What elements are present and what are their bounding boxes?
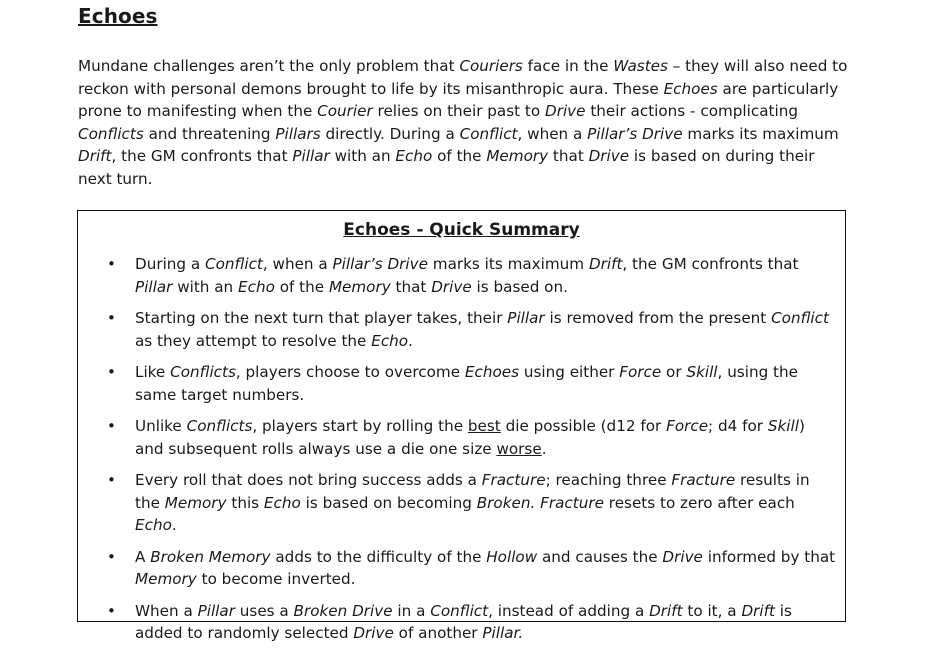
bullet-icon: • xyxy=(107,471,116,489)
text-run: this xyxy=(226,493,264,512)
text-run: or xyxy=(661,363,687,381)
text-run: results in the xyxy=(135,471,810,512)
italic-term: Drive xyxy=(545,102,586,120)
bullet-icon: • xyxy=(107,309,116,327)
bullet-icon: • xyxy=(107,363,116,381)
italic-term: Drift xyxy=(649,601,683,620)
text-run: , players start by rolling the xyxy=(252,417,468,435)
text-run: , using the same target numbers. xyxy=(135,363,798,404)
italic-term: Echo xyxy=(395,147,433,165)
italic-term: Drift xyxy=(78,147,112,165)
text-run: Unlike xyxy=(135,417,187,435)
text-run: , when a xyxy=(262,255,333,273)
italic-term: Force xyxy=(666,417,709,435)
text-run: . xyxy=(541,439,547,458)
text-run: die possible (d12 for xyxy=(500,417,667,435)
italic-term: Conflict xyxy=(771,309,829,327)
italic-term: Memory xyxy=(135,570,197,588)
text-run: in a xyxy=(392,601,431,620)
text-run: with an xyxy=(329,147,396,165)
text-run: marks its maximum xyxy=(427,255,589,273)
summary-item xyxy=(78,546,845,591)
italic-term: Couriers xyxy=(459,57,523,75)
italic-term: Pillar’s Drive xyxy=(587,124,683,143)
italic-term: Echo xyxy=(371,331,409,350)
italic-term: Broken Drive xyxy=(293,601,393,620)
italic-term: Memory xyxy=(486,147,549,165)
text-run: Like xyxy=(135,363,171,381)
italic-term: Pillar’s Drive xyxy=(332,255,428,273)
summary-item xyxy=(78,307,845,352)
italic-term: Drift xyxy=(741,601,775,620)
bullet-icon: • xyxy=(107,547,116,566)
italic-term: Drive xyxy=(431,277,472,296)
text-run: to it, a xyxy=(682,601,742,620)
italic-term: Fracture xyxy=(481,471,546,489)
italic-term: Drive xyxy=(353,624,394,642)
italic-term: Echo xyxy=(263,493,301,512)
italic-term: Echo xyxy=(135,516,172,534)
summary-item xyxy=(78,253,845,298)
text-run: ; d4 for xyxy=(708,417,768,435)
italic-term: Pillar xyxy=(197,601,235,620)
text-run: is added to randomly selected xyxy=(135,601,792,642)
text-run: , when a xyxy=(517,124,588,143)
bullet-icon: • xyxy=(107,601,116,620)
text-run: that xyxy=(390,277,432,296)
italic-term: Pillar xyxy=(135,277,173,296)
italic-term: Drive xyxy=(662,547,703,566)
quick-summary-title: Echoes - Quick Summary xyxy=(343,220,580,240)
summary-item xyxy=(78,361,845,406)
text-run: During a xyxy=(135,255,206,273)
text-run: and causes the xyxy=(537,547,663,566)
underlined-term: worse xyxy=(496,439,542,458)
text-run: , the GM confronts that xyxy=(622,255,799,273)
text-run: their actions - complicating xyxy=(585,102,798,120)
quick-summary-box xyxy=(77,210,846,642)
text-run: is removed from the present xyxy=(544,309,772,327)
text-run: is based on becoming xyxy=(300,493,477,512)
text-run: , instead of adding a xyxy=(488,601,650,620)
text-run: . xyxy=(171,516,177,534)
italic-term: Echoes xyxy=(464,363,520,381)
intro-paragraph xyxy=(78,55,848,190)
text-run: When a xyxy=(135,601,198,620)
text-run: using either xyxy=(519,363,620,381)
italic-term: Broken. xyxy=(476,493,536,512)
text-run: as they attempt to resolve the xyxy=(135,331,372,350)
italic-term: Conflicts xyxy=(78,124,144,143)
text-run: , players choose to overcome xyxy=(235,363,465,381)
summary-item xyxy=(78,469,845,537)
text-run: face in the xyxy=(522,57,614,75)
text-run: relies on their past to xyxy=(372,102,546,120)
text-run: is based on during their next turn. xyxy=(78,147,815,188)
italic-term: Skill xyxy=(686,363,718,381)
italic-term: Conflict xyxy=(430,601,489,620)
italic-term: Pillars xyxy=(275,124,321,143)
italic-term: Pillar xyxy=(292,147,330,165)
italic-term: Memory xyxy=(164,493,227,512)
text-run: and threatening xyxy=(143,124,276,143)
italic-term: Fracture xyxy=(540,493,604,512)
text-run: informed by that xyxy=(702,547,836,566)
text-run: , the GM confronts that xyxy=(111,147,293,165)
italic-term: Hollow xyxy=(486,547,538,566)
section-title: Echoes xyxy=(78,4,158,28)
italic-term: Wastes xyxy=(613,57,668,75)
text-run: are particularly prone to manifesting when the xyxy=(78,79,839,120)
italic-term: Force xyxy=(619,363,662,381)
text-run: ) and subsequent rolls always use a die one size xyxy=(135,417,805,458)
italic-term: Memory xyxy=(328,277,391,296)
text-run: is based on. xyxy=(471,277,568,296)
text-run: ; reaching three xyxy=(545,471,672,489)
italic-term: Broken Memory xyxy=(150,547,271,566)
text-run: adds to the difficulty of the xyxy=(270,547,487,566)
italic-term: Echo xyxy=(238,277,275,296)
quick-summary-list xyxy=(78,253,845,654)
text-run: of the xyxy=(432,147,487,165)
text-run: A xyxy=(135,547,151,566)
text-run: with an xyxy=(172,277,239,296)
italic-term: Echoes xyxy=(663,79,718,98)
underlined-term: best xyxy=(467,417,501,435)
text-run: that xyxy=(548,147,589,165)
italic-term: Skill xyxy=(767,417,799,435)
italic-term: Fracture xyxy=(671,471,736,489)
text-run: directly. During a xyxy=(320,124,460,143)
text-run: Starting on the next turn that player takes, their xyxy=(135,309,508,327)
italic-term: Conflict xyxy=(459,124,518,143)
text-run: – they will also need to reckon with personal demons brought to life by its misanthropic aura. These xyxy=(78,57,848,98)
text-run: marks its maximum xyxy=(682,124,839,143)
bullet-icon: • xyxy=(107,255,116,273)
italic-term: Pillar. xyxy=(482,624,524,642)
text-run: . xyxy=(408,331,413,350)
text-run: of the xyxy=(274,277,329,296)
italic-term: Pillar xyxy=(507,309,545,327)
text-run: Every roll that does not bring success adds a xyxy=(135,471,482,489)
italic-term: Drift xyxy=(588,255,623,273)
summary-item xyxy=(78,600,845,645)
text-run: of another xyxy=(393,624,483,642)
italic-term: Courier xyxy=(317,102,373,120)
summary-item xyxy=(78,415,845,460)
italic-term: Conflict xyxy=(205,255,263,273)
italic-term: Conflicts xyxy=(186,417,253,435)
text-run: Mundane challenges aren’t the only problem that xyxy=(78,57,460,75)
italic-term: Conflicts xyxy=(170,363,236,381)
bullet-icon: • xyxy=(107,417,116,435)
italic-term: Drive xyxy=(588,147,630,165)
text-run: resets to zero after each xyxy=(603,493,795,512)
text-run: to become inverted. xyxy=(196,570,356,588)
text-run: uses a xyxy=(234,601,294,620)
